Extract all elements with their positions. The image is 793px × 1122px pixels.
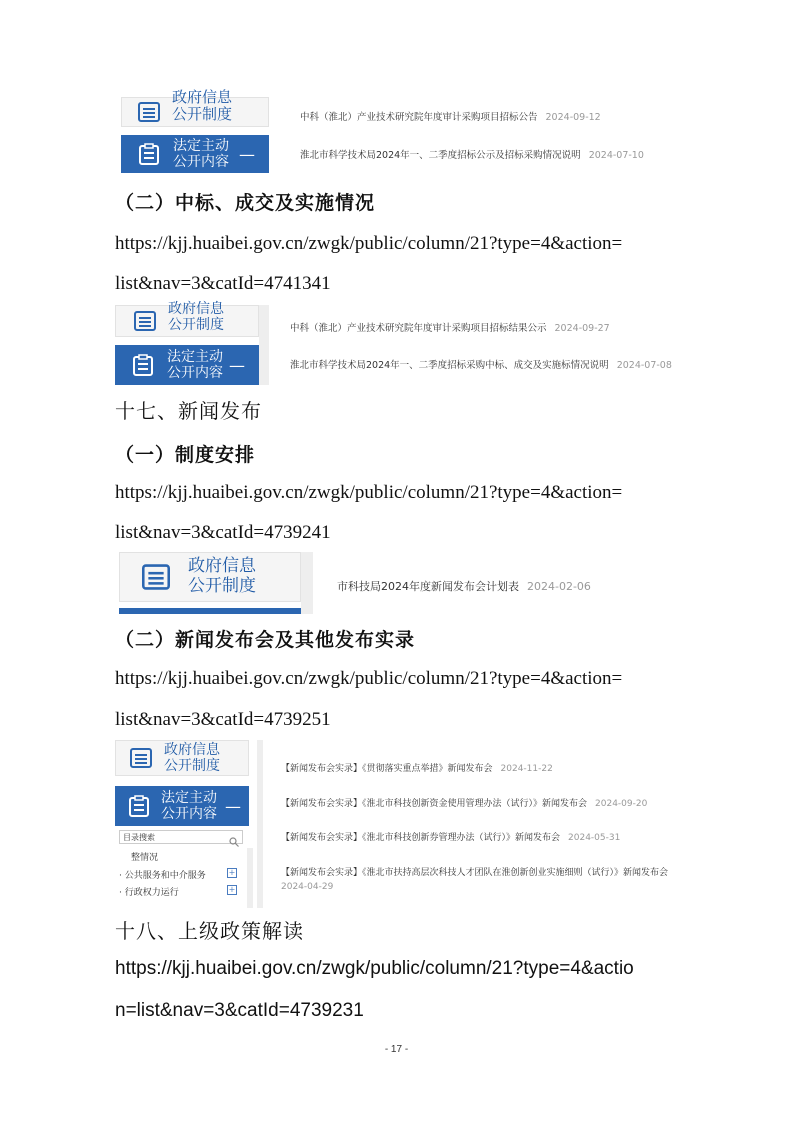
item-title[interactable]: 【新闻发布会实录】《贯彻落实重点举措》新闻发布会 <box>281 764 493 774</box>
item-date: 2024-05-31 <box>568 833 621 843</box>
search-input[interactable]: 目录搜索 <box>123 833 155 842</box>
divider <box>259 305 269 385</box>
item-title[interactable]: 淮北市科学技术局2024年一、二季度招标采购中标、成交及实施标情况说明 <box>290 360 609 371</box>
nav-label-line2: 公开制度 <box>188 576 256 596</box>
collapse-icon[interactable]: — <box>225 796 241 816</box>
item-title[interactable]: 【新闻发布会实录】《淮北市科技创新资金使用管理办法（试行）》新闻发布会 <box>281 799 588 809</box>
nav-gov-info-system[interactable] <box>119 552 301 602</box>
url-line: list&nav=3&catId=4739241 <box>115 522 331 543</box>
nav-label-line1: 政府信息 <box>188 556 256 577</box>
nav-label <box>161 790 217 822</box>
item-date: 2024-07-10 <box>588 150 644 161</box>
list-item[interactable] <box>290 357 672 371</box>
tree-item-label[interactable]: · 行政权力运行 <box>119 888 179 898</box>
section-heading: 十七、新闻发布 <box>115 399 262 423</box>
clipboard-icon <box>129 795 149 817</box>
divider <box>301 552 313 614</box>
url-line: https://kjj.huaibei.gov.cn/zwgk/public/column/21?type=4&actio <box>115 958 634 979</box>
document-list-icon <box>142 564 170 590</box>
list-item[interactable] <box>300 109 601 123</box>
item-title[interactable]: 中科（淮北）产业技术研究院年度审计采购项目招标结果公示 <box>290 323 547 334</box>
item-date: 2024-04-29 <box>281 882 334 893</box>
nav-label-line1: 法定主动 <box>167 348 223 365</box>
url-line: list&nav=3&catId=4741341 <box>115 273 331 294</box>
list-item[interactable] <box>281 796 647 809</box>
section-heading: （二）新闻发布会及其他发布实录 <box>115 629 416 651</box>
item-date: 2024-09-20 <box>595 799 648 809</box>
nav-label <box>173 138 229 170</box>
url-line: list&nav=3&catId=4739251 <box>115 709 331 730</box>
nav-statutory-disclosure[interactable] <box>121 135 269 173</box>
nav-label-line1: 政府信息 <box>164 741 220 758</box>
tree-item[interactable] <box>119 868 206 881</box>
tree-item-label[interactable]: · 公共服务和中介服务 <box>119 871 206 881</box>
nav-label-line2: 公开内容 <box>167 365 223 381</box>
page-number: - 17 - <box>384 1044 409 1055</box>
tree-item[interactable] <box>131 850 158 863</box>
item-title[interactable]: 中科（淮北）产业技术研究院年度审计采购项目招标公告 <box>300 112 538 123</box>
screenshot-press-plan <box>113 552 673 614</box>
nav-gov-info-system[interactable] <box>121 87 269 127</box>
document-list-icon <box>138 102 160 122</box>
tree-item[interactable] <box>119 885 179 898</box>
document-list-icon <box>130 748 152 768</box>
clipboard-icon <box>139 143 159 165</box>
nav-label <box>168 301 224 333</box>
divider <box>257 740 263 908</box>
item-date: 2024-09-27 <box>554 323 610 334</box>
nav-label-line2: 公开制度 <box>164 758 220 774</box>
list-item[interactable] <box>300 147 644 161</box>
search-icon[interactable] <box>229 832 239 851</box>
list-item[interactable] <box>281 761 553 774</box>
section-heading: （二）中标、成交及实施情况 <box>115 192 376 214</box>
nav-gov-info-system[interactable] <box>115 740 249 776</box>
nav-label: 政府信息公开制度 <box>172 87 233 123</box>
nav-label-line2: 公开内容 <box>173 154 229 170</box>
screenshot-bid-results <box>113 300 673 385</box>
catalog-search[interactable] <box>119 830 243 844</box>
tree-item-label[interactable]: 整情况 <box>131 853 159 863</box>
screenshot-press-records <box>113 740 693 908</box>
nav-label-line1: 法定主动 <box>173 137 229 154</box>
screenshot-procurement-announcements <box>113 87 673 173</box>
collapse-icon[interactable]: — <box>229 355 245 375</box>
url-line: https://kjj.huaibei.gov.cn/zwgk/public/column/21?type=4&action= <box>115 482 623 503</box>
nav-label-line1: 政府信息 <box>168 300 224 317</box>
item-title[interactable]: 市科技局2024年度新闻发布会计划表 <box>337 580 519 593</box>
section-heading: （一）制度安排 <box>115 444 256 466</box>
list-item[interactable] <box>281 866 693 895</box>
item-title[interactable]: 【新闻发布会实录】《淮北市扶持高层次科技人才团队在淮创新创业实施细则（试行）》新闻发布会 <box>281 868 669 878</box>
nav-label-line1: 法定主动 <box>161 789 217 806</box>
item-title[interactable]: 【新闻发布会实录】《淮北市科技创新券管理办法（试行）》新闻发布会 <box>281 833 561 843</box>
url-line: https://kjj.huaibei.gov.cn/zwgk/public/column/21?type=4&action= <box>115 668 623 689</box>
scrollbar[interactable] <box>247 848 253 908</box>
nav-label <box>164 742 220 774</box>
nav-statutory-disclosure[interactable] <box>115 345 259 385</box>
url-line: https://kjj.huaibei.gov.cn/zwgk/public/column/21?type=4&action= <box>115 233 623 254</box>
list-item[interactable] <box>281 830 620 843</box>
item-date: 2024-11-22 <box>500 764 553 774</box>
expand-icon[interactable]: + <box>228 868 236 877</box>
item-date: 2024-09-12 <box>545 112 601 123</box>
nav-statutory-disclosure[interactable] <box>115 786 249 826</box>
nav-active-bar <box>119 608 301 614</box>
clipboard-icon <box>133 354 153 376</box>
list-item[interactable] <box>337 578 591 594</box>
section-heading: 十八、上级政策解读 <box>115 919 304 943</box>
collapse-icon[interactable]: — <box>239 144 255 164</box>
nav-label <box>167 349 223 381</box>
url-line: n=list&nav=3&catId=4739231 <box>115 1000 364 1021</box>
nav-label-line2: 公开内容 <box>161 806 217 822</box>
document-list-icon <box>134 311 156 331</box>
expand-icon[interactable]: + <box>228 885 236 894</box>
nav-label <box>188 557 256 596</box>
item-title[interactable]: 淮北市科学技术局2024年一、二季度招标公示及招标采购情况说明 <box>300 150 581 161</box>
nav-label-line2: 公开制度 <box>168 317 224 333</box>
item-date: 2024-07-08 <box>616 360 672 371</box>
list-item[interactable] <box>290 320 610 334</box>
item-date: 2024-02-06 <box>527 580 591 593</box>
nav-gov-info-system[interactable] <box>115 300 259 337</box>
